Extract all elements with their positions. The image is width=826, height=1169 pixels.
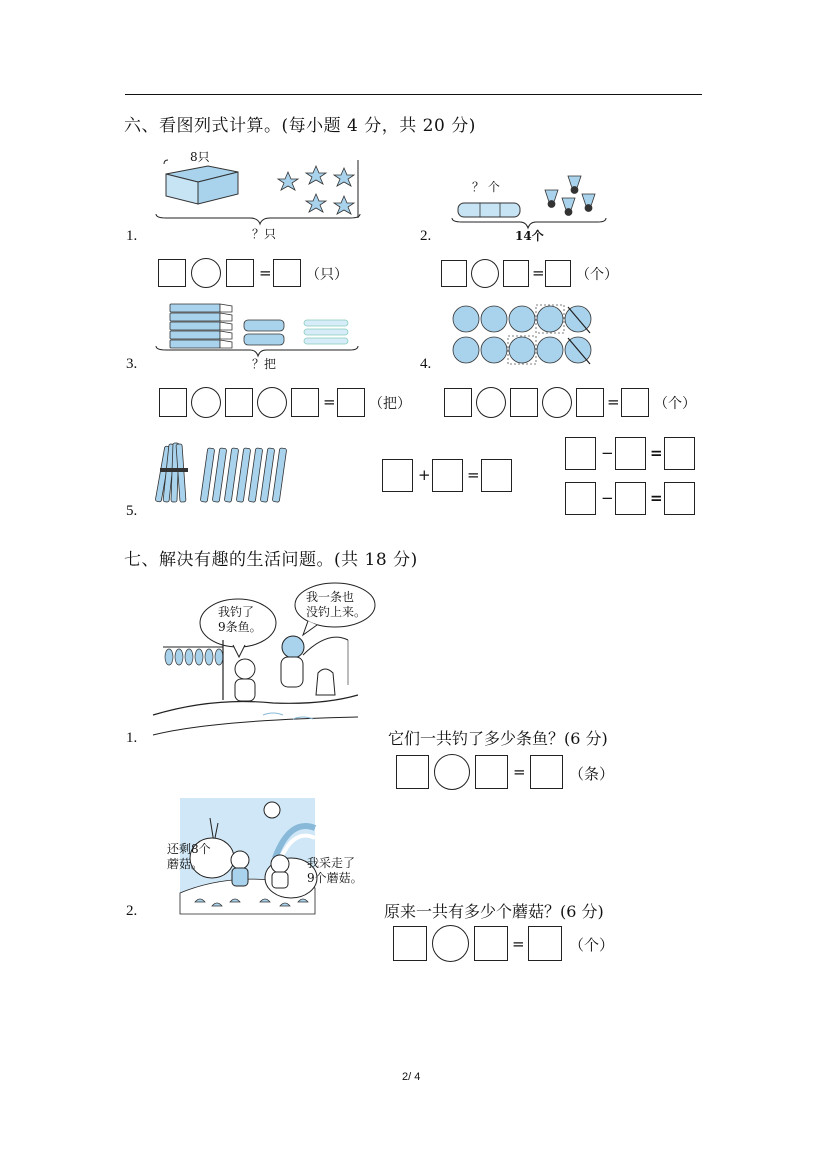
q5-sub1-box-3[interactable]	[664, 437, 695, 470]
q5-sub1-box-2[interactable]	[615, 437, 646, 470]
q1-top-label: 8只	[190, 150, 210, 164]
q4-answer-box-4[interactable]	[621, 388, 649, 417]
s7-q2-answer-box-2[interactable]	[474, 926, 508, 961]
s7-q1-operator-circle[interactable]	[434, 754, 470, 790]
q3-picture-knives-and-staplers	[150, 300, 365, 360]
q4-operator-circle-2[interactable]	[542, 387, 572, 418]
q1-answer-box-3[interactable]	[273, 259, 301, 287]
s7-q2-bubble-left-line-1: 还剩8个	[167, 842, 211, 856]
s7-q1-bubble-right-line-2: 没钓上来。	[306, 605, 367, 619]
q5-sub2-box-3[interactable]	[664, 482, 695, 515]
q5-sub1-minus: −	[601, 444, 614, 462]
q4-answer-box-2[interactable]	[510, 388, 538, 417]
q2-number: 2.	[420, 228, 432, 244]
q5-sub1-equals: =	[650, 444, 663, 462]
q4-operator-circle-1[interactable]	[476, 387, 506, 418]
s7-q1-number: 1.	[126, 730, 138, 746]
section-6-heading: 六、看图列式计算。(每小题 4 分，共 20 分)	[124, 116, 476, 136]
q3-operator-circle-1[interactable]	[191, 387, 221, 418]
s7-q2-number: 2.	[126, 903, 138, 919]
q4-equals: =	[607, 393, 620, 411]
q5-add-box-1[interactable]	[382, 459, 413, 492]
q1-unit: （只）	[306, 267, 348, 283]
q4-answer-box-3[interactable]	[576, 388, 604, 417]
s7-q2-bubble-right-line-2: 9个蘑菇。	[307, 871, 363, 885]
s7-q2-operator-circle[interactable]	[432, 925, 469, 962]
q5-sub1-box-1[interactable]	[565, 437, 596, 470]
q3-answer-box-4[interactable]	[337, 388, 365, 417]
q5-plus: +	[418, 466, 431, 484]
q2-answer-box-1[interactable]	[441, 260, 467, 287]
s7-q1-bubble-left-line-2: 9条鱼。	[218, 620, 262, 634]
q1-equals: =	[259, 264, 272, 282]
q1-bottom-label: ？只	[252, 227, 277, 241]
q5-sub2-equals: =	[650, 489, 663, 507]
s7-q2-answer-box-3[interactable]	[528, 926, 562, 961]
q3-unit: （把）	[369, 396, 411, 412]
q5-sub2-minus: −	[601, 489, 614, 507]
s7-q1-answer-box-2[interactable]	[475, 755, 508, 789]
q5-number: 5.	[126, 503, 138, 519]
q3-answer-box-3[interactable]	[291, 388, 319, 417]
s7-q1-equals: =	[513, 763, 526, 781]
s7-q1-bubble-left	[218, 605, 262, 635]
q2-unit: （个）	[576, 267, 618, 283]
s7-q2-unit: （个）	[569, 936, 615, 954]
q3-operator-circle-2[interactable]	[257, 387, 287, 418]
q2-answer-box-2[interactable]	[503, 260, 529, 287]
q2-answer-box-3[interactable]	[545, 260, 571, 287]
q2-top-label: ？ 个	[472, 180, 500, 194]
q1-answer-box-2[interactable]	[226, 259, 254, 287]
page-number: 2/ 4	[402, 1071, 421, 1083]
q5-sub2-box-1[interactable]	[565, 482, 596, 515]
q1-answer-box-1[interactable]	[158, 259, 186, 287]
q3-answer-box-1[interactable]	[159, 388, 187, 417]
s7-q2-bubble-right	[307, 856, 363, 886]
q2-picture-tube-and-shuttlecocks	[450, 170, 610, 225]
q1-picture-box-and-starfish	[150, 160, 365, 230]
s7-q2-bubble-left-line-2: 蘑菇。	[167, 857, 204, 871]
q4-answer-box-1[interactable]	[444, 388, 472, 417]
s7-q1-answer-box-1[interactable]	[396, 755, 429, 789]
s7-q2-bubble-right-line-1: 我采走了	[307, 856, 356, 870]
s7-q2-equals: =	[512, 935, 525, 953]
q1-number: 1.	[126, 228, 138, 244]
s7-q2-question: 原来一共有多少个蘑菇？(6 分)	[384, 902, 604, 921]
s7-q1-bubble-right-line-1: 我一条也	[306, 590, 355, 604]
s7-q1-bubble-left-line-1: 我钓了	[218, 605, 255, 619]
q4-unit: （个）	[654, 396, 696, 412]
q2-operator-circle[interactable]	[471, 259, 499, 288]
q4-number: 4.	[420, 356, 432, 372]
s7-q1-question: 它们一共钓了多少条鱼？(6 分)	[388, 729, 608, 748]
s7-q1-unit: （条）	[569, 765, 615, 783]
q5-add-box-3[interactable]	[481, 459, 512, 492]
q5-picture-sticks	[152, 440, 292, 505]
q3-number: 3.	[126, 356, 138, 372]
s7-q1-bubble-right	[306, 590, 366, 620]
q3-answer-box-2[interactable]	[225, 388, 253, 417]
q2-equals: =	[532, 264, 545, 282]
q5-sub2-box-2[interactable]	[615, 482, 646, 515]
q5-add-box-2[interactable]	[432, 459, 463, 492]
q1-operator-circle[interactable]	[191, 258, 221, 288]
s7-q2-answer-box-1[interactable]	[393, 926, 427, 961]
s7-q2-bubble-left	[167, 842, 211, 872]
q5-add-equals: =	[467, 466, 480, 484]
section-7-heading: 七、解决有趣的生活问题。(共 18 分)	[124, 550, 418, 570]
q4-picture-balls	[450, 303, 600, 367]
q3-bottom-label: ？把	[252, 357, 277, 371]
s7-q1-answer-box-3[interactable]	[530, 755, 563, 789]
q3-equals: =	[323, 393, 336, 411]
q2-bottom-label: 14个	[515, 229, 544, 243]
top-rule	[125, 94, 702, 95]
